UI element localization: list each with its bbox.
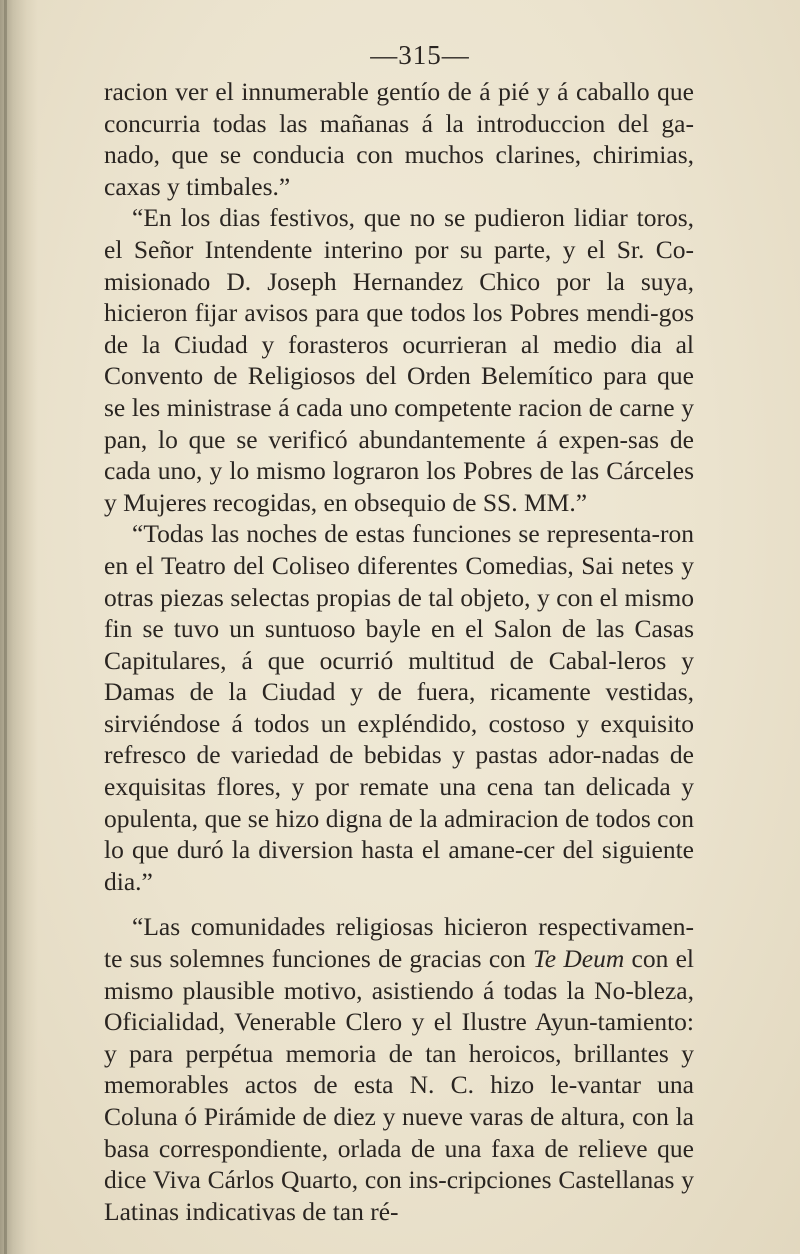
te-deum-italic: Te Deum	[532, 944, 625, 974]
paragraph-4	[104, 911, 694, 1227]
body-text	[104, 76, 694, 1227]
page-binding-edge	[4, 0, 7, 1254]
paragraph-3: “Todas las noches de estas funciones se representa-ron en el Teatro del Coliseo diferentes Comedias, Sai netes y otras piezas selectas propias de tal objeto, y con el mismo fin se tuvo un suntuoso bayle en el Salon de las Casas Capitulares, á que ocurrió multitud de Cabal-leros y Damas de la Ciudad y de fuera, ricamente vestidas, sirviéndose á todos un expléndido, costoso y exquisito refresco de variedad de bebidas y pastas ador-nadas de exquisitas flores, y por remate una cena tan delicada y opulenta, que se hizo digna de la admiracion de todos con lo que duró la diversion hasta el amane-cer del siguiente dia.”	[104, 519, 694, 896]
paragraph-2: “En los dias festivos, que no se pudieron lidiar toros, el Señor Intendente interino por su parte, y el Sr. Co-misionado D. Joseph Hernandez Chico por la suya, hicieron fijar avisos para que todos los Pobres mendi-gos de la Ciudad y forasteros ocurrieran al medio dia al Convento de Religiosos del Orden Belemítico para que se les ministrase á cada uno competente racion de carne y pan, lo que se verificó abundantemente á expen-sas de cada uno, y lo mismo lograron los Pobres de las Cárceles y Mujeres recogidas, en obsequio de SS. MM.”	[104, 203, 694, 517]
paragraph-4-start: “Las comunidades religiosas hicieron respectivamen-te sus solemnes funciones de gracias con	[104, 912, 694, 974]
page-number: —315—	[370, 40, 470, 70]
paragraph-1: racion ver el innumerable gentío de á pié y á caballo que concurria todas las mañanas á la introduccion del ga-nado, que se conducia con muchos clarines, chirimias, caxas y timbales.”	[104, 77, 694, 201]
paragraph-4-end: con el mismo plausible motivo, asistiendo á todas la No-bleza, Oficialidad, Venerable Clero y el Ilustre Ayun-tamiento: y para perpétua memoria de tan heroicos, brillantes y memorables actos de esta N. C. hizo le-vantar una Coluna ó Pirámide de diez y nueve varas de altura, con la basa correspondiente, orlada de una faxa de relieve que dice Viva Cárlos Quarto, con ins-cripciones Castellanas y Latinas indicativas de tan ré-	[104, 944, 694, 1226]
